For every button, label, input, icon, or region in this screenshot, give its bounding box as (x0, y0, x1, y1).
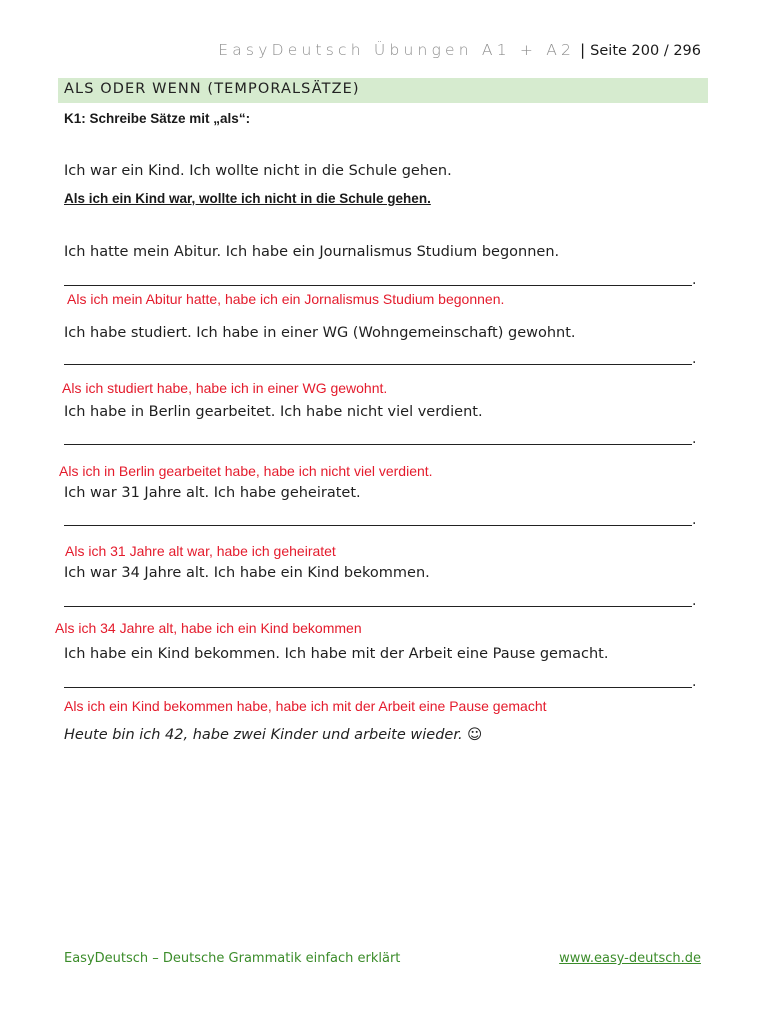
section-title: ALS ODER WENN (TEMPORALSÄTZE) (64, 81, 360, 97)
answer-line-2[interactable] (64, 364, 692, 365)
header-separator: | (575, 41, 591, 59)
page-header (218, 41, 701, 59)
exercise-prompt-1: Ich hatte mein Abitur. Ich habe ein Journalismus Studium begonnen. (64, 244, 560, 260)
exercise-prompt-3: Ich habe in Berlin gearbeitet. Ich habe nicht viel verdient. (64, 404, 483, 420)
exercise-prompt-5: Ich war 34 Jahre alt. Ich habe ein Kind bekommen. (64, 565, 430, 581)
line-end-1: . (692, 272, 697, 288)
section-title-bar (58, 78, 708, 103)
exercise-answer-6: Als ich ein Kind bekommen habe, habe ich mit der Arbeit eine Pause gemacht (64, 698, 547, 714)
header-brand: EasyDeutsch Übungen A1 + A2 (218, 41, 576, 59)
footer-website-link[interactable]: www.easy-deutsch.de (559, 951, 701, 966)
answer-line-4[interactable] (64, 525, 692, 526)
task-label: K1: Schreibe Sätze mit „als“: (64, 111, 251, 126)
line-end-4: . (692, 512, 697, 528)
page-number: Seite 200 / 296 (590, 43, 701, 59)
exercise-answer-2: Als ich studiert habe, habe ich in einer WG gewohnt. (62, 380, 388, 396)
footer-tagline: EasyDeutsch – Deutsche Grammatik einfach erklärt (64, 951, 401, 966)
exercise-prompt-4: Ich war 31 Jahre alt. Ich habe geheiratet. (64, 485, 361, 501)
exercise-answer-5: Als ich 34 Jahre alt, habe ich ein Kind bekommen (55, 620, 362, 636)
example-prompt: Ich war ein Kind. Ich wollte nicht in die Schule gehen. (64, 163, 452, 179)
exercise-prompt-6: Ich habe ein Kind bekommen. Ich habe mit der Arbeit eine Pause gemacht. (64, 646, 609, 662)
answer-line-5[interactable] (64, 606, 692, 607)
closing-sentence: Heute bin ich 42, habe zwei Kinder und arbeite wieder. ☺ (64, 727, 483, 743)
line-end-6: . (692, 674, 697, 690)
line-end-5: . (692, 593, 697, 609)
exercise-prompt-2: Ich habe studiert. Ich habe in einer WG (Wohngemeinschaft) gewohnt. (64, 325, 576, 341)
line-end-2: . (692, 351, 697, 367)
answer-line-6[interactable] (64, 687, 692, 688)
exercise-answer-3: Als ich in Berlin gearbeitet habe, habe ich nicht viel verdient. (59, 463, 433, 479)
answer-line-3[interactable] (64, 444, 692, 445)
exercise-answer-1: Als ich mein Abitur hatte, habe ich ein Jornalismus Studium begonnen. (67, 291, 505, 307)
example-solution: Als ich ein Kind war, wollte ich nicht in die Schule gehen. (64, 191, 431, 206)
answer-line-1[interactable] (64, 285, 692, 286)
exercise-answer-4: Als ich 31 Jahre alt war, habe ich geheiratet (65, 543, 336, 559)
line-end-3: . (692, 431, 697, 447)
